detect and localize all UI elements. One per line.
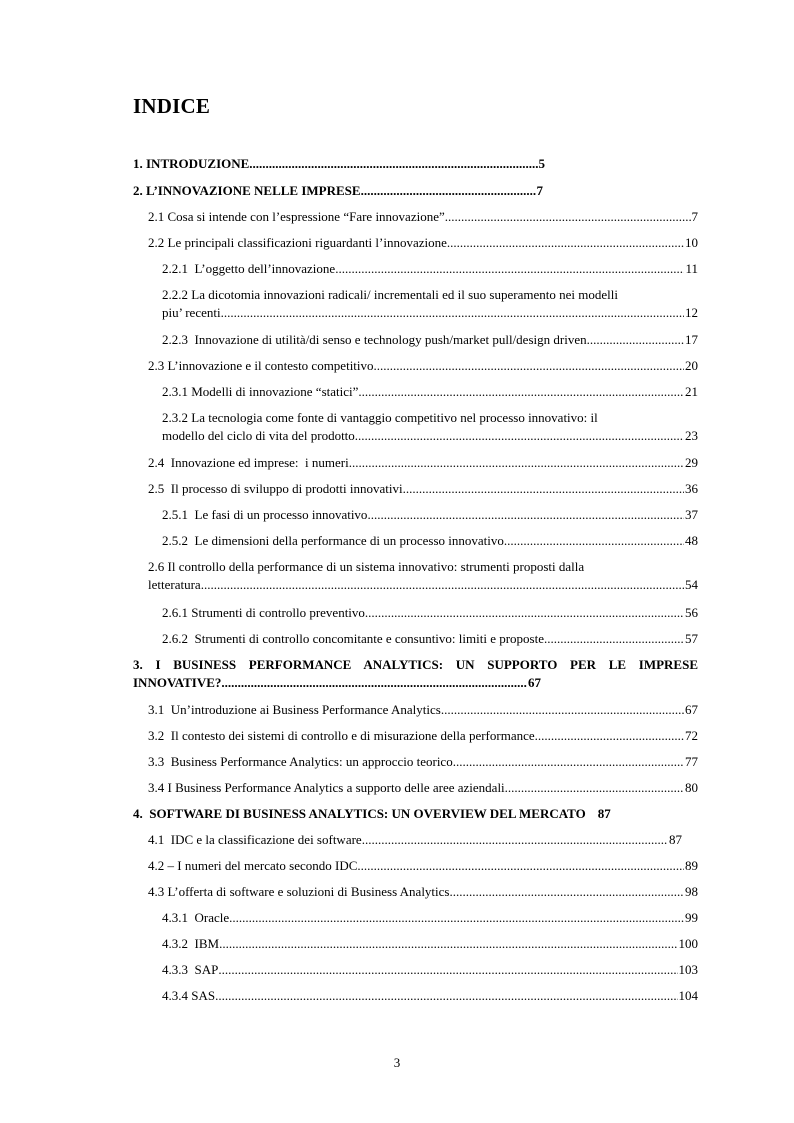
toc-entry-title: 4.3.4 SAS — [162, 988, 216, 1003]
toc-entry-page: 20 — [685, 358, 698, 373]
dot-leader — [453, 753, 684, 771]
toc-entry-title-line2: modello del ciclo di vita del prodotto — [162, 428, 355, 443]
toc-entry-page: 99 — [685, 910, 698, 925]
toc-entry-page: 37 — [685, 507, 698, 522]
toc-entry-page: 36 — [685, 481, 698, 496]
toc-entry-3-3[interactable] — [148, 753, 698, 771]
dot-leader — [449, 883, 684, 901]
dot-leader — [218, 961, 677, 979]
toc-entry-title-line1: 2.6 Il controllo della performance di un sistema innovativo: strumenti proposti dalla — [148, 559, 585, 574]
toc-entry-page: 89 — [685, 858, 698, 873]
toc-entry-title: 1. INTRODUZIONE — [133, 156, 250, 171]
toc-entry-2-5-1[interactable] — [162, 506, 698, 524]
toc-entry-title: 4.3 L’offerta di software e soluzioni di Business Analytics — [148, 884, 450, 899]
dot-leader — [504, 532, 684, 550]
toc-entry-title: 2. L’INNOVAZIONE NELLE IMPRESE — [133, 183, 361, 198]
toc-entry-page: 72 — [685, 728, 698, 743]
toc-entry-title: 4.3.2 IBM — [162, 936, 220, 951]
toc-entry-title: 2.3 L’innovazione e il contesto competitivo — [148, 358, 374, 373]
toc-entry-4-2[interactable] — [148, 857, 698, 875]
toc-entry-page: 98 — [685, 884, 698, 899]
dot-leader — [367, 506, 684, 524]
toc-entry-title: 2.5 Il processo di sviluppo di prodotti innovativi — [148, 481, 403, 496]
dot-leader — [441, 701, 684, 719]
toc-entry-title: 3.4 I Business Performance Analytics a supporto delle aree aziendali — [148, 780, 505, 795]
dot-leader — [505, 779, 684, 797]
dot-leader — [358, 383, 684, 401]
dot-leader — [357, 857, 684, 875]
dot-leader — [447, 234, 684, 252]
toc-entry-title: 2.3.1 Modelli di innovazione “statici” — [162, 384, 359, 399]
toc-entry-3-2[interactable] — [148, 727, 698, 745]
dot-leader — [587, 331, 684, 349]
toc-entry-3-4[interactable] — [148, 779, 698, 797]
toc-entry-2-2-3[interactable] — [162, 331, 698, 349]
toc-entry-title: 2.2 Le principali classificazioni riguardanti l’innovazione — [148, 235, 447, 250]
toc-entry-title: 2.2.1 L’oggetto dell’innovazione — [162, 261, 336, 276]
toc-entry-title: 4.3.1 Oracle — [162, 910, 230, 925]
toc-entry-2-2-1[interactable] — [162, 260, 698, 278]
toc-entry-title-line1: 2.3.2 La tecnologia come fonte di vantaggio competitivo nel processo innovativo: il — [162, 410, 598, 425]
toc-entry-4[interactable] — [133, 805, 698, 823]
toc-entry-page: 87 — [597, 806, 611, 821]
dot-leader — [221, 304, 684, 322]
toc-entry-page: 56 — [685, 605, 698, 620]
toc-entry-page: 29 — [685, 455, 698, 470]
dot-leader — [535, 727, 684, 745]
toc-entry-page: 7 — [536, 183, 543, 198]
toc-entry-title-line1: 2.2.2 La dicotomia innovazioni radicali/ incrementali ed il suo superamento nei modelli — [162, 287, 618, 302]
dot-leader — [215, 987, 677, 1005]
toc-entry-4-1[interactable] — [148, 831, 682, 849]
toc-entry-title: 4.1 IDC e la classificazione dei software — [148, 832, 362, 847]
toc-entry-page: 5 — [538, 156, 545, 171]
toc-entry-4-3-1[interactable] — [162, 909, 698, 927]
toc-entry-3-1[interactable] — [148, 701, 698, 719]
toc-entry-title: 2.5.2 Le dimensioni della performance di un processo innovativo — [162, 533, 504, 548]
toc-entry-title-line2: letteratura — [148, 577, 201, 592]
toc-entry-title: 3.3 Business Performance Analytics: un approccio teorico — [148, 754, 453, 769]
toc-entry-2-6[interactable] — [148, 558, 698, 594]
toc-entry-title: 2.6.1 Strumenti di controllo preventivo — [162, 605, 365, 620]
toc-entry-2-3-1[interactable] — [162, 383, 698, 401]
toc-entry-title: 2.6.2 Strumenti di controllo concomitante e consuntivo: limiti e proposte — [162, 631, 544, 646]
toc-entry-page: 77 — [685, 754, 698, 769]
toc-entry-page: 87 — [669, 832, 682, 847]
dot-leader — [361, 182, 536, 200]
toc-entry-2-3-2[interactable] — [162, 409, 698, 445]
toc-entry-title-line1: 3. I BUSINESS PERFORMANCE ANALYTICS: UN SUPPORTO PER LE IMPRESE — [133, 657, 698, 672]
page-number: 3 — [393, 1055, 401, 1070]
toc-entry-page: 80 — [685, 780, 698, 795]
dot-leader — [249, 155, 537, 173]
toc-entry-title: 3.1 Un’introduzione ai Business Performance Analytics — [148, 702, 441, 717]
dot-leader — [445, 208, 691, 226]
dot-leader — [335, 260, 684, 278]
toc-entry-title: 2.2.3 Innovazione di utilità/di senso e technology push/market pull/design driven — [162, 332, 587, 347]
toc-entry-4-3-2[interactable] — [162, 935, 698, 953]
dot-leader — [355, 427, 684, 445]
toc-entry-4-3[interactable] — [148, 883, 698, 901]
toc-entry-2[interactable] — [133, 182, 698, 200]
toc-entry-page: 10 — [685, 235, 698, 250]
toc-entry-page: 57 — [685, 631, 698, 646]
toc-entry-2-6-2[interactable] — [162, 630, 698, 648]
toc-entry-page: 21 — [685, 384, 698, 399]
toc-entry-title-line2: INNOVATIVE? — [133, 675, 222, 690]
dot-leader — [219, 935, 677, 953]
toc-entry-4-3-4[interactable] — [162, 987, 698, 1005]
toc-entry-2-6-1[interactable] — [162, 604, 698, 622]
toc-entry-page: 17 — [685, 332, 698, 347]
toc-entry-page: 12 — [685, 305, 698, 320]
dot-leader — [365, 604, 684, 622]
dot-leader — [349, 454, 684, 472]
dot-leader — [201, 576, 684, 594]
toc-entry-page: 48 — [685, 533, 698, 548]
toc-entry-title: 4. SOFTWARE DI BUSINESS ANALYTICS: UN OVERVIEW DEL MERCATO — [133, 806, 586, 821]
toc-entry-title-line2: piu’ recenti — [162, 305, 221, 320]
toc-entry-title: 2.5.1 Le fasi di un processo innovativo — [162, 507, 368, 522]
toc-entry-page: 54 — [685, 577, 698, 592]
toc-entry-2-5[interactable] — [148, 480, 698, 498]
toc-entry-2-2-2[interactable] — [162, 286, 698, 322]
toc-entry-page: 11 — [685, 261, 698, 276]
toc-entry-title: 2.4 Innovazione ed imprese: i numeri — [148, 455, 349, 470]
toc-entry-2-5-2[interactable] — [162, 532, 698, 550]
dot-leader — [374, 357, 684, 375]
toc-entry-2-3[interactable] — [148, 357, 698, 375]
toc-entry-page: 23 — [685, 428, 698, 443]
toc-entry-2-2[interactable] — [148, 234, 698, 252]
toc-entry-4-3-3[interactable] — [162, 961, 698, 979]
toc-entry-page: 100 — [678, 936, 698, 951]
toc-entry-title: 2.1 Cosa si intende con l’espressione “Fare innovazione” — [148, 209, 445, 224]
toc-entry-2-1[interactable] — [148, 208, 698, 226]
dot-leader — [221, 674, 527, 692]
dot-leader — [403, 480, 684, 498]
toc-entry-page: 67 — [528, 675, 541, 690]
toc-entry-page: 7 — [691, 209, 698, 224]
toc-entry-2-4[interactable] — [148, 454, 698, 472]
toc-entry-page: 104 — [678, 988, 698, 1003]
toc-entry-3[interactable] — [133, 656, 698, 692]
toc-entry-title: 4.3.3 SAP — [162, 962, 219, 977]
toc-entry-page: 103 — [678, 962, 698, 977]
dot-leader — [229, 909, 684, 927]
page-title: INDICE — [133, 94, 211, 118]
dot-leader — [362, 831, 668, 849]
dot-leader — [544, 630, 684, 648]
toc-entry-title: 3.2 Il contesto dei sistemi di controllo e di misurazione della performance — [148, 728, 535, 743]
toc-entry-title: 4.2 – I numeri del mercato secondo IDC — [148, 858, 358, 873]
toc-entry-page: 67 — [685, 702, 698, 717]
toc-entry-1[interactable] — [133, 155, 698, 173]
